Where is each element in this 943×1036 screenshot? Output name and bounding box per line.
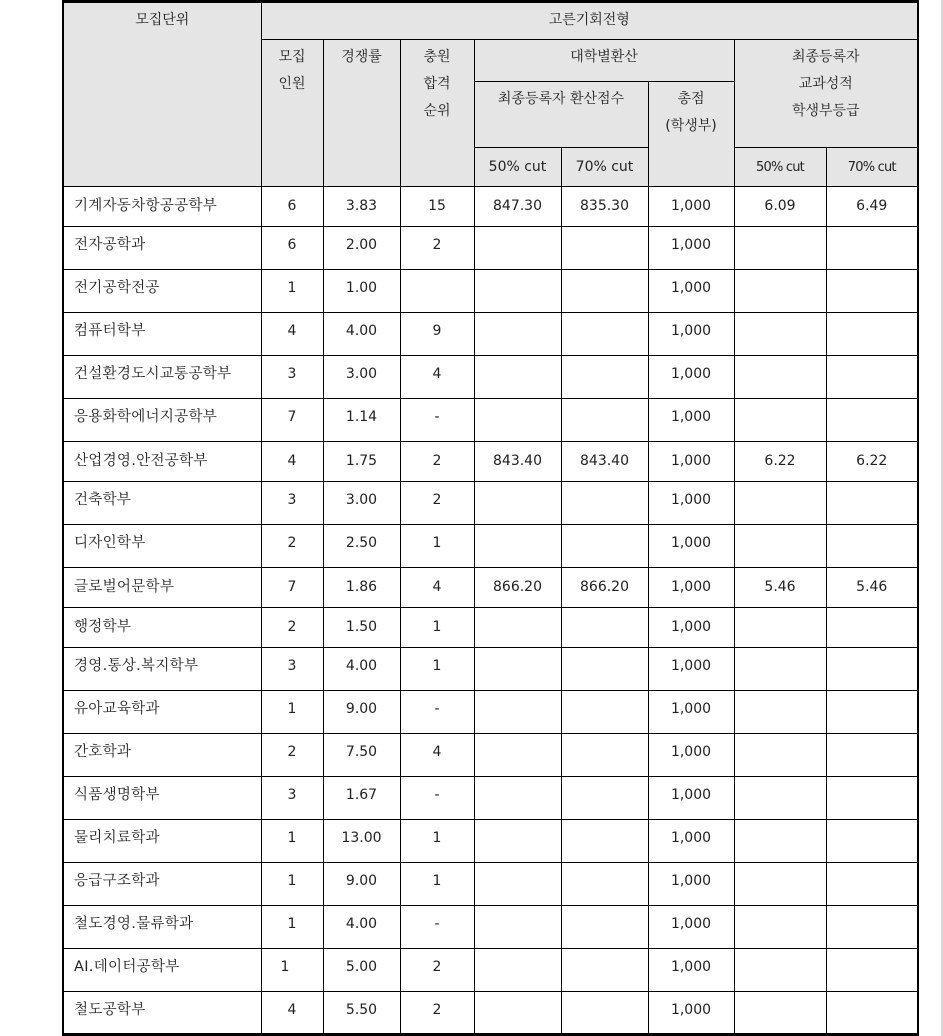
- header-univ-conversion: 대학별환산: [474, 40, 734, 82]
- grade-70-cut: [826, 227, 918, 270]
- competition-rate: 1.67: [323, 777, 400, 820]
- additional-rank: 4: [400, 568, 474, 608]
- quota: 2: [261, 525, 323, 568]
- score-50-cut: [474, 399, 561, 442]
- additional-rank: 2: [400, 482, 474, 525]
- grade-70-cut: [826, 648, 918, 691]
- quota: 1: [261, 820, 323, 863]
- quota: 3: [261, 777, 323, 820]
- grade-70-cut: [826, 270, 918, 313]
- table-row: [63, 992, 918, 1035]
- header-track: 고른기회전형: [261, 2, 918, 40]
- score-70-cut: [561, 691, 648, 734]
- score-50-cut: 866.20: [474, 568, 561, 608]
- competition-rate: 4.00: [323, 648, 400, 691]
- competition-rate: 1.50: [323, 608, 400, 648]
- additional-rank: 9: [400, 313, 474, 356]
- total-score: 1,000: [648, 313, 734, 356]
- unit-name: 식품생명학부: [63, 777, 261, 820]
- grade-50-cut: [734, 691, 826, 734]
- grade-50-cut: [734, 949, 826, 992]
- grade-50-cut: [734, 734, 826, 777]
- header-final-grade: 최종등록자 교과성적 학생부등급: [734, 40, 918, 148]
- grade-70-cut: [826, 992, 918, 1035]
- score-50-cut: [474, 863, 561, 906]
- competition-rate: 4.00: [323, 906, 400, 949]
- grade-50-cut: [734, 356, 826, 399]
- table-row: [63, 691, 918, 734]
- unit-name: 건축학부: [63, 482, 261, 525]
- additional-rank: -: [400, 399, 474, 442]
- score-70-cut: [561, 648, 648, 691]
- competition-rate: 4.00: [323, 313, 400, 356]
- table-row: [63, 399, 918, 442]
- additional-rank: -: [400, 777, 474, 820]
- grade-70-cut: [826, 777, 918, 820]
- table-row: [63, 820, 918, 863]
- unit-name: 응급구조학과: [63, 863, 261, 906]
- grade-50-cut: 6.09: [734, 187, 826, 227]
- grade-70-cut: [826, 820, 918, 863]
- competition-rate: 2.00: [323, 227, 400, 270]
- grade-70-cut: [826, 608, 918, 648]
- unit-name: 글로벌어문학부: [63, 568, 261, 608]
- unit-name: 경영.통상.복지학부: [63, 648, 261, 691]
- additional-rank: 2: [400, 992, 474, 1035]
- unit-name: 철도경영.물류학과: [63, 906, 261, 949]
- score-50-cut: [474, 648, 561, 691]
- score-70-cut: [561, 399, 648, 442]
- header-score-50-cut: 50% cut: [474, 148, 561, 187]
- header-unit: 모집단위: [63, 2, 261, 187]
- additional-rank: 2: [400, 227, 474, 270]
- score-50-cut: [474, 992, 561, 1035]
- total-score: 1,000: [648, 270, 734, 313]
- total-score: 1,000: [648, 187, 734, 227]
- quota: 2: [261, 608, 323, 648]
- table-row: [63, 777, 918, 820]
- score-70-cut: [561, 949, 648, 992]
- grade-70-cut: 6.49: [826, 187, 918, 227]
- grade-70-cut: [826, 482, 918, 525]
- grade-50-cut: [734, 777, 826, 820]
- score-50-cut: [474, 525, 561, 568]
- quota: 1: [261, 270, 323, 313]
- unit-name: 디자인학부: [63, 525, 261, 568]
- additional-rank: 1: [400, 608, 474, 648]
- score-70-cut: [561, 734, 648, 777]
- unit-name: 유아교육학과: [63, 691, 261, 734]
- table-row: [63, 568, 918, 608]
- grade-50-cut: [734, 482, 826, 525]
- score-50-cut: [474, 777, 561, 820]
- additional-rank: 1: [400, 525, 474, 568]
- competition-rate: 9.00: [323, 863, 400, 906]
- total-score: 1,000: [648, 227, 734, 270]
- grade-50-cut: 5.46: [734, 568, 826, 608]
- unit-name: AI.데이터공학부: [63, 949, 261, 992]
- score-70-cut: [561, 906, 648, 949]
- quota: 1: [261, 863, 323, 906]
- grade-50-cut: [734, 820, 826, 863]
- grade-50-cut: [734, 313, 826, 356]
- table-row: [63, 734, 918, 777]
- grade-70-cut: [826, 356, 918, 399]
- total-score: 1,000: [648, 356, 734, 399]
- header-final-score: 최종등록자 환산점수: [474, 82, 648, 148]
- additional-rank: 15: [400, 187, 474, 227]
- additional-rank: -: [400, 906, 474, 949]
- score-50-cut: [474, 270, 561, 313]
- additional-rank: 4: [400, 356, 474, 399]
- table-row: [63, 356, 918, 399]
- score-50-cut: 843.40: [474, 442, 561, 482]
- total-score: 1,000: [648, 949, 734, 992]
- total-score: 1,000: [648, 777, 734, 820]
- header-total: 총점 (학생부): [648, 82, 734, 187]
- grade-70-cut: [826, 734, 918, 777]
- score-70-cut: [561, 992, 648, 1035]
- quota: 1: [261, 691, 323, 734]
- competition-rate: 2.50: [323, 525, 400, 568]
- grade-70-cut: 5.46: [826, 568, 918, 608]
- competition-rate: 3.00: [323, 356, 400, 399]
- score-70-cut: [561, 270, 648, 313]
- grade-70-cut: [826, 949, 918, 992]
- quota: 3: [261, 648, 323, 691]
- score-50-cut: [474, 691, 561, 734]
- grade-70-cut: [826, 313, 918, 356]
- score-70-cut: [561, 356, 648, 399]
- total-score: 1,000: [648, 820, 734, 863]
- score-50-cut: [474, 482, 561, 525]
- unit-name: 컴퓨터학부: [63, 313, 261, 356]
- score-70-cut: [561, 777, 648, 820]
- grade-50-cut: [734, 863, 826, 906]
- additional-rank: [400, 270, 474, 313]
- table-row: [63, 313, 918, 356]
- unit-name: 건설환경도시교통공학부: [63, 356, 261, 399]
- table-row: [63, 442, 918, 482]
- table-row: [63, 187, 918, 227]
- grade-50-cut: [734, 992, 826, 1035]
- total-score: 1,000: [648, 734, 734, 777]
- quota: 2: [261, 734, 323, 777]
- total-score: 1,000: [648, 863, 734, 906]
- table-row: [63, 949, 918, 992]
- unit-name: 기계자동차항공공학부: [63, 187, 261, 227]
- grade-50-cut: [734, 399, 826, 442]
- total-score: 1,000: [648, 568, 734, 608]
- competition-rate: 1.14: [323, 399, 400, 442]
- competition-rate: 13.00: [323, 820, 400, 863]
- competition-rate: 1.00: [323, 270, 400, 313]
- additional-rank: 1: [400, 820, 474, 863]
- quota: 1: [261, 906, 323, 949]
- unit-name: 산업경영.안전공학부: [63, 442, 261, 482]
- total-score: 1,000: [648, 906, 734, 949]
- additional-rank: 1: [400, 648, 474, 691]
- grade-70-cut: 6.22: [826, 442, 918, 482]
- additional-rank: 4: [400, 734, 474, 777]
- quota: 4: [261, 313, 323, 356]
- unit-name: 물리치료학과: [63, 820, 261, 863]
- admission-results-table: [62, 0, 919, 1036]
- header-rank: 충원 합격 순위: [400, 40, 474, 187]
- score-50-cut: [474, 734, 561, 777]
- score-70-cut: [561, 820, 648, 863]
- header-grade-50-cut: 50% cut: [734, 148, 826, 187]
- competition-rate: 3.83: [323, 187, 400, 227]
- score-50-cut: [474, 906, 561, 949]
- grade-50-cut: [734, 906, 826, 949]
- unit-name: 철도공학부: [63, 992, 261, 1035]
- quota: 6: [261, 227, 323, 270]
- table-row: [63, 863, 918, 906]
- grade-70-cut: [826, 691, 918, 734]
- total-score: 1,000: [648, 608, 734, 648]
- quota: 1: [261, 949, 323, 992]
- grade-70-cut: [826, 863, 918, 906]
- quota: 4: [261, 992, 323, 1035]
- total-score: 1,000: [648, 525, 734, 568]
- score-70-cut: [561, 227, 648, 270]
- table-body: [63, 187, 918, 1035]
- score-70-cut: 835.30: [561, 187, 648, 227]
- competition-rate: 1.86: [323, 568, 400, 608]
- quota: 7: [261, 568, 323, 608]
- total-score: 1,000: [648, 442, 734, 482]
- score-70-cut: 843.40: [561, 442, 648, 482]
- grade-50-cut: [734, 608, 826, 648]
- competition-rate: 1.75: [323, 442, 400, 482]
- score-70-cut: [561, 482, 648, 525]
- quota: 3: [261, 482, 323, 525]
- table-row: [63, 525, 918, 568]
- competition-rate: 5.50: [323, 992, 400, 1035]
- grade-70-cut: [826, 399, 918, 442]
- additional-rank: 2: [400, 442, 474, 482]
- total-score: 1,000: [648, 992, 734, 1035]
- table-row: [63, 906, 918, 949]
- grade-70-cut: [826, 906, 918, 949]
- score-50-cut: [474, 949, 561, 992]
- grade-50-cut: 6.22: [734, 442, 826, 482]
- table-row: [63, 482, 918, 525]
- score-70-cut: [561, 608, 648, 648]
- competition-rate: 9.00: [323, 691, 400, 734]
- competition-rate: 3.00: [323, 482, 400, 525]
- unit-name: 응용화학에너지공학부: [63, 399, 261, 442]
- score-70-cut: [561, 313, 648, 356]
- table-row: [63, 270, 918, 313]
- unit-name: 간호학과: [63, 734, 261, 777]
- competition-rate: 7.50: [323, 734, 400, 777]
- score-70-cut: 866.20: [561, 568, 648, 608]
- unit-name: 행정학부: [63, 608, 261, 648]
- total-score: 1,000: [648, 648, 734, 691]
- quota: 4: [261, 442, 323, 482]
- total-score: 1,000: [648, 482, 734, 525]
- unit-name: 전자공학과: [63, 227, 261, 270]
- header-score-70-cut: 70% cut: [561, 148, 648, 187]
- total-score: 1,000: [648, 399, 734, 442]
- additional-rank: 2: [400, 949, 474, 992]
- score-50-cut: 847.30: [474, 187, 561, 227]
- table-row: [63, 227, 918, 270]
- score-50-cut: [474, 356, 561, 399]
- table-row: [63, 648, 918, 691]
- competition-rate: 5.00: [323, 949, 400, 992]
- header-competition: 경쟁률: [323, 40, 400, 187]
- table-header: [63, 2, 918, 187]
- header-quota: 모집 인원: [261, 40, 323, 187]
- score-50-cut: [474, 227, 561, 270]
- grade-50-cut: [734, 648, 826, 691]
- grade-50-cut: [734, 270, 826, 313]
- quota: 6: [261, 187, 323, 227]
- table-row: [63, 608, 918, 648]
- score-70-cut: [561, 525, 648, 568]
- score-50-cut: [474, 820, 561, 863]
- grade-50-cut: [734, 227, 826, 270]
- additional-rank: 1: [400, 863, 474, 906]
- quota: 7: [261, 399, 323, 442]
- additional-rank: -: [400, 691, 474, 734]
- quota: 3: [261, 356, 323, 399]
- score-70-cut: [561, 863, 648, 906]
- grade-70-cut: [826, 525, 918, 568]
- grade-50-cut: [734, 525, 826, 568]
- score-50-cut: [474, 608, 561, 648]
- unit-name: 전기공학전공: [63, 270, 261, 313]
- score-50-cut: [474, 313, 561, 356]
- header-grade-70-cut: 70% cut: [826, 148, 918, 187]
- total-score: 1,000: [648, 691, 734, 734]
